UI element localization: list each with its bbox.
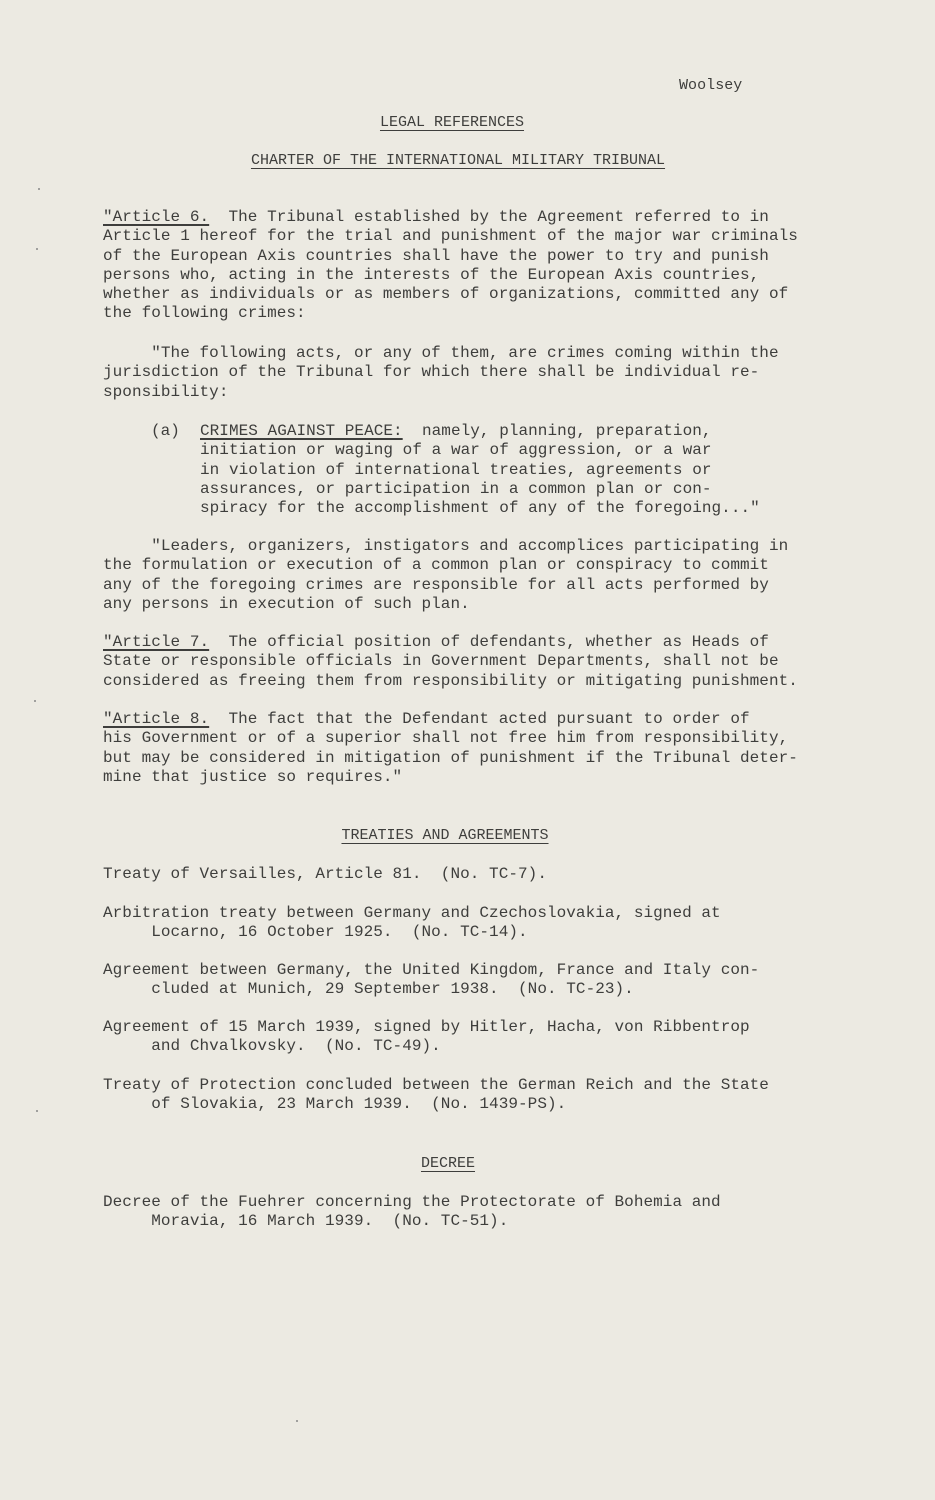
text-line: persons who, acting in the interests of the European Axis countries,	[103, 265, 760, 284]
text-line: assurances, or participation in a common plan or con-	[200, 479, 712, 498]
text-line: Agreement of 15 March 1939, signed by Hitler, Hacha, von Ribbentrop	[103, 1018, 750, 1036]
article-6-label: "Article 6.	[103, 208, 210, 226]
author-name: Woolsey	[679, 77, 743, 94]
text-line: The Tribunal established by the Agreement referred to in	[209, 208, 769, 226]
text-line: considered as freeing them from responsibility or mitigating punishment.	[103, 671, 798, 690]
text-line: State or responsible officials in Government Departments, shall not be	[103, 652, 779, 671]
text-line: cluded at Munich, 29 September 1938. (No. TC-23).	[103, 980, 634, 999]
paper-speck	[36, 248, 38, 250]
article-7-label: "Article 7.	[103, 633, 210, 651]
text-line: Article 1 hereof for the trial and punishment of the major war criminals	[103, 227, 798, 246]
section-heading-decree: DECREE	[420, 1155, 476, 1172]
text-line: The fact that the Defendant acted pursuant to order of	[209, 710, 750, 728]
leaders-paragraph	[103, 537, 788, 614]
paper-speck	[36, 1110, 38, 1112]
article-6-paragraph	[103, 208, 798, 324]
text-line: but may be considered in mitigation of punishment if the Tribunal deter-	[103, 748, 798, 767]
text-line: spiracy for the accomplishment of any of the foregoing..."	[200, 499, 760, 518]
treaty-item	[103, 865, 547, 884]
list-marker-a: (a)	[151, 422, 180, 440]
treaty-item	[103, 1076, 769, 1115]
text-line: any of the foregoing crimes are responsible for all acts performed by	[103, 575, 769, 594]
text-line: Agreement between Germany, the United Kingdom, France and Italy con-	[103, 961, 760, 979]
following-acts-paragraph	[103, 344, 779, 402]
text-line: the following crimes:	[103, 304, 306, 323]
text-line: Treaty of Protection concluded between the German Reich and the State	[103, 1076, 769, 1094]
section-heading-charter: CHARTER OF THE INTERNATIONAL MILITARY TRIBUNAL	[250, 152, 666, 169]
treaty-item	[103, 904, 721, 943]
text-line: his Government or of a superior shall not free him from responsibility,	[103, 729, 789, 748]
text-line: in violation of international treaties, agreements or	[200, 460, 712, 479]
text-line: Treaty of Versailles, Article 81. (No. TC-7).	[103, 865, 547, 883]
treaty-item	[103, 1018, 750, 1057]
text-line: Moravia, 16 March 1939. (No. TC-51).	[103, 1212, 509, 1231]
text-line: Decree of the Fuehrer concerning the Protectorate of Bohemia and	[103, 1193, 721, 1211]
text-line: of Slovakia, 23 March 1939. (No. 1439-PS).	[103, 1095, 567, 1114]
paper-speck	[296, 1420, 298, 1422]
crimes-against-peace-label: CRIMES AGAINST PEACE:	[200, 422, 403, 440]
text-line: namely, planning, preparation,	[402, 422, 712, 440]
treaty-item	[103, 961, 759, 1000]
text-line: The official position of defendants, whether as Heads of	[209, 633, 769, 651]
article-8-paragraph	[103, 710, 798, 787]
text-line: and Chvalkovsky. (No. TC-49).	[103, 1037, 441, 1056]
text-line: jurisdiction of the Tribunal for which there shall be individual re-	[103, 363, 760, 382]
text-line: "The following acts, or any of them, are crimes coming within the	[103, 344, 779, 362]
crimes-against-peace-paragraph	[200, 422, 760, 518]
text-line: any persons in execution of such plan.	[103, 594, 470, 613]
decree-item	[103, 1193, 721, 1232]
text-line: "Leaders, organizers, instigators and accomplices participating in	[103, 537, 789, 555]
article-7-paragraph	[103, 633, 798, 691]
text-line: Arbitration treaty between Germany and Czechoslovakia, signed at	[103, 904, 721, 922]
text-line: sponsibility:	[103, 382, 229, 401]
page-title: LEGAL REFERENCES	[379, 114, 525, 131]
text-line: of the European Axis countries shall have the power to try and punish	[103, 246, 769, 265]
paper-speck	[34, 700, 36, 702]
text-line: mine that justice so requires."	[103, 767, 403, 786]
text-line: the formulation or execution of a common plan or conspiracy to commit	[103, 556, 769, 575]
text-line: Locarno, 16 October 1925. (No. TC-14).	[103, 923, 528, 942]
text-line: initiation or waging of a war of aggression, or a war	[200, 441, 712, 460]
article-8-label: "Article 8.	[103, 710, 210, 728]
section-heading-treaties: TREATIES AND AGREEMENTS	[341, 827, 549, 844]
paper-speck	[38, 188, 40, 190]
text-line: whether as individuals or as members of organizations, committed any of	[103, 285, 789, 304]
